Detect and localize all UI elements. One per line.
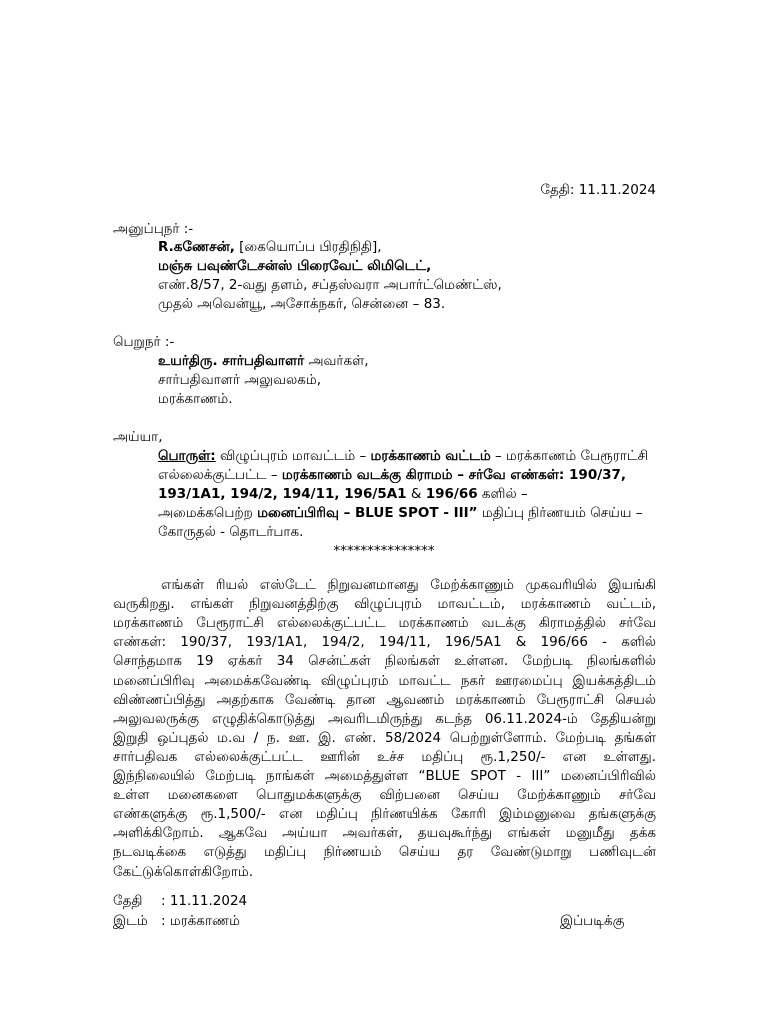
subject-label: பொருள்:	[158, 448, 216, 464]
body-line: மரக்காணம் பேரூராட்சி எல்லைக்குட்பட்ட மரக்காணம் வடக்கு கிராமத்தில் சர்வே	[113, 615, 656, 632]
sender-address-2: முதல் அவென்யூ, அசோக்நகர், சென்னை – 83.	[158, 296, 446, 312]
body-line: நடவடிக்கை எடுத்து மதிப்பு நிர்ணயம் செய்ய தர வேண்டுமாறு பணிவுடன்	[113, 844, 656, 861]
receiver-place: மரக்காணம்.	[158, 391, 233, 407]
separator: ***************	[333, 543, 435, 559]
subject-l3-a: 193/1A1, 194/2, 194/11, 196/5A1	[158, 486, 407, 502]
body-line: அளிக்கிறோம். ஆகவே அய்யா அவர்கள், தயவுகூர்ந்து எங்கள் மனுமீது தக்க	[113, 825, 656, 842]
sender-address-1: எண்.8/57, 2-வது தளம், சப்தஸ்வரா அபார்ட்மெண்ட்ஸ்,	[158, 277, 502, 293]
subject-l1-c: – மரக்காணம் பேரூராட்சி	[490, 448, 649, 464]
receiver-name-bold: உயர்திரு. சார்பதிவாளர்	[158, 353, 305, 369]
body-line: எங்கள் ரியல் எஸ்டேட் நிறுவனமானது மேற்க்காணும் முகவரியில் இயங்கி	[161, 577, 656, 593]
sender-company: மஞ்சு பவுண்டேசன்ஸ் பிரைவேட் லிமிடெட்,	[158, 258, 432, 274]
subject-line-1	[158, 448, 658, 464]
footer-place-label: இடம்	[113, 913, 148, 929]
receiver-heading: பெறுநர் :-	[113, 334, 175, 350]
subject-l4-b: மனைப்பிரிவு – BLUE SPOT - III”	[257, 505, 478, 521]
body-line: அலுவலருக்கு எழுதிக்கொடுத்து அவரிடமிருந்து கடந்த 06.11.2024-ம் தேதியன்று	[113, 710, 656, 727]
sender-heading: அனுப்புநர் :-	[113, 221, 194, 237]
footer-place-value: : மரக்காணம்	[161, 913, 241, 929]
subject-l2-b: மரக்காணம் வடக்கு கிராமம் – சர்வே எண்கள்: 190/37,	[281, 467, 627, 483]
body-line: உள்ள மனைகளை பொதுமக்களுக்கு விற்பனை செய்ய மேற்க்காணும் சர்வே	[113, 787, 656, 804]
body-line: எண்கள்: 190/37, 193/1A1, 194/2, 194/11, 196/5A1 & 196/66 - களில்	[113, 634, 656, 651]
subject-l1-b: மரக்காணம் வட்டம்	[370, 448, 491, 464]
footer-date-value: : 11.11.2024	[161, 893, 248, 909]
subject-line-4	[158, 505, 658, 521]
sender-name	[158, 239, 382, 255]
body-line: வருகிறது. எங்கள் நிறுவனத்திற்கு விழுப்புரம் மாவட்டம், மரக்காணம் வட்டம்,	[113, 596, 656, 613]
body-line: எண்களுக்கு ரூ.1,500/- என மதிப்பு நிர்ணயிக்க கோரி இம்மனுவை தங்களுக்கு	[113, 806, 656, 823]
receiver-name-rest: அவர்கள்,	[304, 353, 369, 369]
sender-name-rest: [கையொப்ப பிரதிநிதி],	[234, 239, 382, 255]
body-line: சொந்தமாக 19 ஏக்கர் 34 சென்ட்கள் நிலங்கள் உள்ளன. மேற்படி நிலங்களில்	[113, 653, 656, 670]
subject-l3-d: களில் –	[477, 486, 528, 502]
subject-l4-c: மதிப்பு நிர்ணயம் செய்ய –	[477, 505, 643, 521]
receiver-office: சார்பதிவாளர் அலுவலகம்,	[158, 372, 322, 388]
subject-line-5: கோருதல் - தொடர்பாக.	[158, 524, 304, 540]
body-line: இந்நிலையில் மேற்படி நாங்கள் அமைத்துள்ள “BLUE SPOT - III” மனைப்பிரிவில்	[113, 768, 656, 784]
subject-line-3	[158, 486, 658, 502]
body-line: விண்ணப்பித்து அதற்காக வேண்டி தான ஆவணம் மரக்காணம் பேரூராட்சி செயல்	[113, 691, 656, 708]
salutation: அய்யா,	[113, 429, 163, 445]
closing: இப்படிக்கு	[560, 913, 625, 929]
body-line: கேட்டுக்கொள்கிறோம்.	[113, 863, 254, 880]
letter-date: தேதி: 11.11.2024	[540, 182, 656, 198]
subject-l4-a: அமைக்கபெற்ற	[158, 505, 258, 521]
subject-line-2	[158, 467, 658, 483]
sender-name-bold: R.கணேசன்,	[158, 239, 235, 255]
body-line: சார்பதிவக எல்லைக்குட்பட்ட ஊரின் உச்ச மதிப்பு ரூ.1,250/- என உள்ளது.	[113, 748, 656, 765]
footer-date-label: தேதி	[113, 893, 143, 909]
subject-l3-b: &	[406, 486, 426, 502]
subject-l3-c: 196/66	[425, 486, 478, 502]
subject-l2-a: எல்லைக்குட்பட்ட –	[158, 467, 282, 483]
body-line: இறுதி ஒப்புதல் ம.வ / ந. ஊ. இ. எண். 58/2024 பெற்றுள்ளோம். மேற்படி தங்கள்	[113, 729, 656, 746]
subject-l1-a: விழுப்புரம் மாவட்டம் –	[215, 448, 371, 464]
receiver-name	[158, 353, 369, 369]
body-line: மனைப்பிரிவு அமைக்கவேண்டி விழுப்புரம் மாவட்ட நகர் ஊரமைப்பு இயக்கத்திடம்	[113, 672, 656, 689]
